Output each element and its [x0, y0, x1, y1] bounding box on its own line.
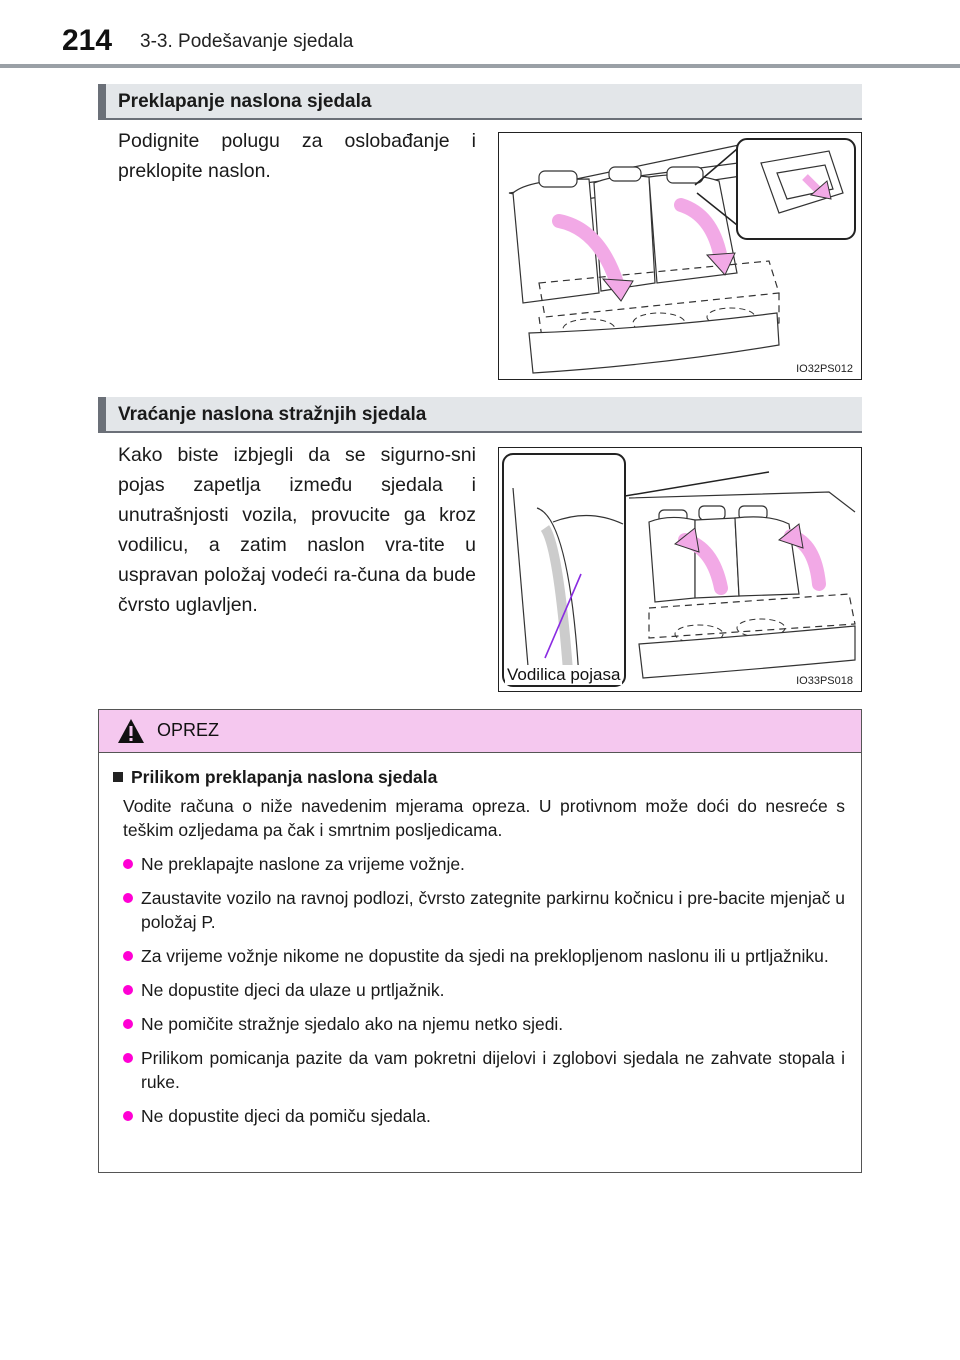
figure-code: IO33PS018: [796, 675, 853, 687]
list-item: Ne preklapajte naslone za vrijeme vožnje.: [123, 852, 845, 876]
chapter-title: 3-3. Podešavanje sjedala: [140, 31, 354, 52]
list-item: Ne dopustite djeci da ulaze u prtljažnik.: [123, 978, 845, 1002]
seat-return-illustration: [499, 448, 861, 691]
list-item: Za vrijeme vožnje nikome ne dopustite da sjedi na preklopljenom naslonu ili u prtljažniku.: [123, 944, 845, 968]
bullet-dot-icon: [123, 951, 133, 961]
caution-subheading-text: Prilikom preklapanja naslona sjedala: [131, 767, 438, 787]
section-text-return: Kako biste izbjegli da se sigurno-sni pojas zapetlja između sjedala i unutrašnjosti vozila, provucite ga kroz vodilicu, a zatim naslon vra-tite u uspravan položaj vodeći ra-čuna da bude čvrsto uglavljen.: [118, 444, 476, 616]
caution-bullet-list: [113, 852, 851, 1128]
list-item: Prilikom pomicanja pazite da vam pokretni dijelovi i zglobovi sjedala ne zahvate stopala i ruke.: [123, 1046, 845, 1094]
section-heading-fold: Preklapanje naslona sjedala: [98, 84, 862, 120]
bullet-dot-icon: [123, 859, 133, 869]
caution-intro: Vodite računa o niže navedenim mjerama opreza. U protivnom može doći do nesreće s teškim ozljedama pa čak i smrtnim posljedicama.: [123, 796, 845, 840]
figure-fold-seat: [498, 132, 862, 380]
bullet-dot-icon: [123, 893, 133, 903]
section-heading-return: Vraćanje naslona stražnjih sjedala: [98, 397, 862, 433]
section-text-fold: Podignite polugu za oslobađanje i preklopite naslon.: [118, 130, 476, 182]
list-item: Zaustavite vozilo na ravnoj podlozi, čvrsto zategnite parkirnu kočnicu i pre-bacite mjenjač u položaj P.: [123, 886, 845, 934]
belt-guide-label: Vodilica pojasa: [507, 665, 621, 684]
bullet-dot-icon: [123, 1053, 133, 1063]
caution-body: [99, 753, 861, 1128]
warning-triangle-icon: [117, 718, 145, 744]
seat-fold-illustration: [499, 133, 861, 379]
bullet-dot-icon: [123, 985, 133, 995]
caution-box: [98, 709, 862, 1173]
square-bullet-icon: [113, 772, 123, 782]
page-number: 214: [62, 24, 113, 57]
bullet-dot-icon: [123, 1111, 133, 1121]
caution-header: [99, 710, 861, 753]
figure-return-seat: [498, 447, 862, 692]
list-item: Ne pomičite stražnje sjedalo ako na njemu netko sjedi.: [123, 1012, 845, 1036]
bullet-dot-icon: [123, 1019, 133, 1029]
figure-code: IO32PS012: [796, 363, 853, 375]
header-divider: [0, 64, 960, 68]
caution-subheading: [113, 767, 851, 788]
caution-title: OPREZ: [157, 720, 220, 740]
list-item: Ne dopustite djeci da pomiču sjedala.: [123, 1104, 845, 1128]
